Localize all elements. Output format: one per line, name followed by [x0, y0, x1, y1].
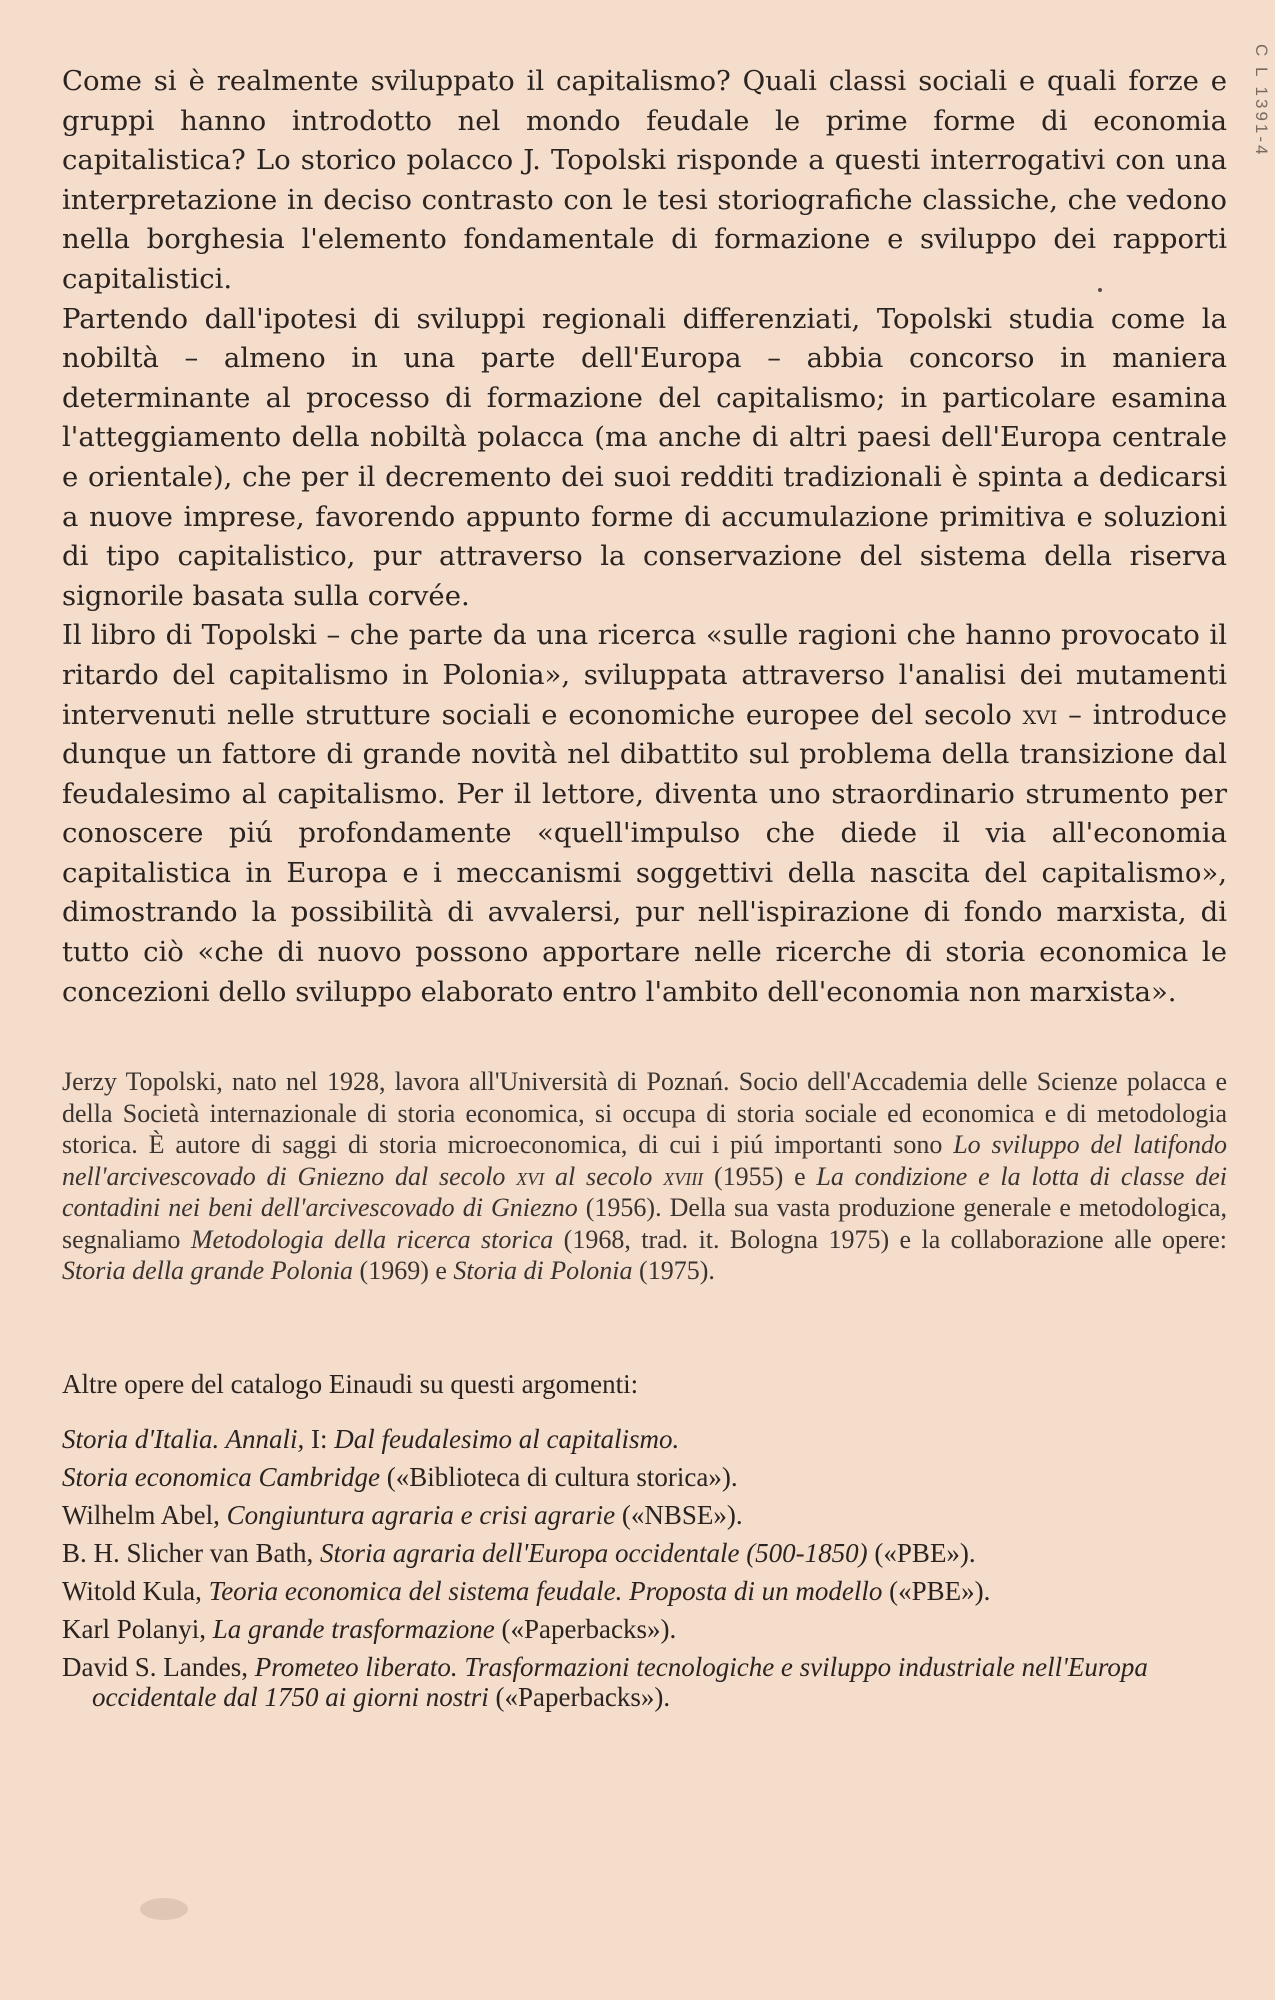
catalog-title: Congiuntura agraria e crisi agrarie — [226, 1499, 616, 1530]
blurb — [62, 62, 1227, 1012]
blurb-paragraph-3 — [62, 616, 1227, 1012]
bio-text-3: (1956). Della sua vasta produzione generale e metodologica, segnaliamo — [62, 1193, 1227, 1254]
author-bio-text — [62, 1066, 1227, 1287]
catalog-item — [62, 1576, 1227, 1606]
bio-text-4: (1968, trad. it. Bologna 1975) e la collaborazione alle opere: — [553, 1224, 1227, 1254]
blurb-p3-century: xvi — [1022, 698, 1058, 731]
catalog-title: Storia agraria dell'Europa occidentale (500-1850) — [319, 1537, 868, 1568]
author-bio — [62, 1066, 1227, 1287]
catalog-title: Prometeo liberato. Trasformazioni tecnologiche e sviluppo industriale nell'Europa occidentale dal 1750 ai giorni nostri — [92, 1651, 1148, 1712]
catalog-subtitle: Dal feudalesimo al capitalismo. — [334, 1423, 680, 1454]
catalog-author: Karl Polanyi, — [62, 1613, 213, 1644]
catalog-series: («Paperbacks»). — [494, 1613, 677, 1644]
catalog-title: Storia d'Italia. Annali, — [62, 1423, 305, 1454]
bio-work-2: La condizione e la lotta di classe dei contadini nei beni dell'arcivescovado di Gniezno — [62, 1161, 1227, 1223]
catalog-item — [62, 1424, 1227, 1454]
blurb-p3-part-b: – introduce dunque un fattore di grande novità nel dibattito sul problema della transizione dal feudalesimo al capitalismo. Per il lettore, diventa uno straordinario strumento per conoscere piú profondamente «quell'impulso che diede il via all'economia capitalistica in Europa e i meccanismi soggettivi della nascita del capitalismo», dimostrando la possibilità di avvalersi, pur nell'ispirazione di fondo marxista, di tutto ciò «che di nuovo possono apportare nelle ricerche di storia economica le concezioni dello sviluppo elaborato entro l'ambito dell'economia non marxista». — [62, 698, 1227, 1008]
bio-work-4: Storia della grande Polonia — [62, 1256, 354, 1286]
catalog-series: («Biblioteca di cultura storica»). — [379, 1461, 738, 1492]
bio-work-3: Metodologia della ricerca storica — [190, 1224, 554, 1254]
catalog-author: David S. Landes, — [62, 1651, 255, 1682]
catalog-title: Storia economica Cambridge — [62, 1461, 380, 1492]
catalog-series: («PBE»). — [867, 1537, 976, 1568]
catalog-list — [62, 1424, 1227, 1712]
catalog-item — [62, 1614, 1227, 1644]
catalog-series: («NBSE»). — [615, 1499, 743, 1530]
catalog-title: La grande trasformazione — [212, 1613, 495, 1644]
bio-text-6: (1975). — [632, 1256, 715, 1286]
catalog-author: Wilhelm Abel, — [62, 1499, 227, 1530]
catalog-item — [62, 1462, 1227, 1492]
bio-work-1a: Lo sviluppo del latifondo nell'arcivescovado di Gniezno dal secolo — [62, 1130, 1227, 1191]
bio-text-1: Jerzy Topolski, nato nel 1928, lavora all'Università di Poznań. Socio dell'Accademia delle Scienze polacca e della Società internazionale di storia economica, si occupa di storia sociale ed economica e di metodologia storica. È autore di saggi di storia microeconomica, di cui i piú importanti sono — [62, 1067, 1227, 1160]
bio-work-5: Storia di Polonia — [453, 1256, 633, 1286]
bio-work-1-century-1: xvi — [516, 1161, 545, 1191]
bio-work-1b: al secolo — [544, 1161, 664, 1191]
catalog-heading: Altre opere del catalogo Einaudi su questi argomenti: — [62, 1368, 639, 1399]
blurb-p3-part-a: Il libro di Topolski – che parte da una ricerca «sulle ragioni che hanno provocato il ritardo del capitalismo in Polonia», sviluppata attraverso l'analisi dei mutamenti intervenuti nelle strutture sociali e economiche europee del secolo — [62, 619, 1227, 731]
catalog-author: Witold Kula, — [62, 1575, 209, 1606]
back-cover — [62, 62, 1227, 1962]
bio-text-2: (1955) e — [703, 1161, 817, 1191]
blurb-paragraph-2: Partendo dall'ipotesi di sviluppi regionali differenziati, Topolski studia come la nobiltà – almeno in una parte dell'Europa – abbia concorso in maniera determinante al processo di formazione del capitalismo; in particolare esamina l'atteggiamento della nobiltà polacca (ma anche di altri paesi dell'Europa centrale e orientale), che per il decremento dei suoi redditi tradizionali è spinta a dedicarsi a nuove imprese, favorendo appunto forme di accumulazione primitiva e soluzioni di tipo capitalistico, pur attraverso la conservazione del sistema della riserva signorile basata sulla corvée. — [62, 302, 1227, 612]
catalog-series: («PBE»). — [882, 1575, 991, 1606]
catalog-author: B. H. Slicher van Bath, — [62, 1537, 320, 1568]
catalog-item — [62, 1538, 1227, 1568]
catalog-item — [62, 1652, 1227, 1712]
catalog-volume: I: — [304, 1423, 335, 1454]
spine-code: C L 1391-4 — [1252, 44, 1271, 158]
blurb-paragraph-1: Come si è realmente sviluppato il capitalismo? Quali classi sociali e quali forze e gruppi hanno introdotto nel mondo feudale le prime forme di economia capitalistica? Lo storico polacco J. Topolski risponde a questi interrogativi con una interpretazione in deciso contrasto con le tesi storiografiche classiche, che vedono nella borghesia l'elemento fondamentale di formazione e sviluppo dei rapporti capitalistici. — [62, 65, 1227, 295]
catalog-section — [62, 1369, 1227, 1712]
catalog-item — [62, 1500, 1227, 1530]
catalog-title: Teoria economica del sistema feudale. Proposta di un modello — [208, 1575, 883, 1606]
bio-work-1-century-2: xviii — [663, 1161, 704, 1191]
catalog-series: («Paperbacks»). — [488, 1681, 671, 1712]
bio-text-5: (1969) e — [353, 1256, 454, 1286]
